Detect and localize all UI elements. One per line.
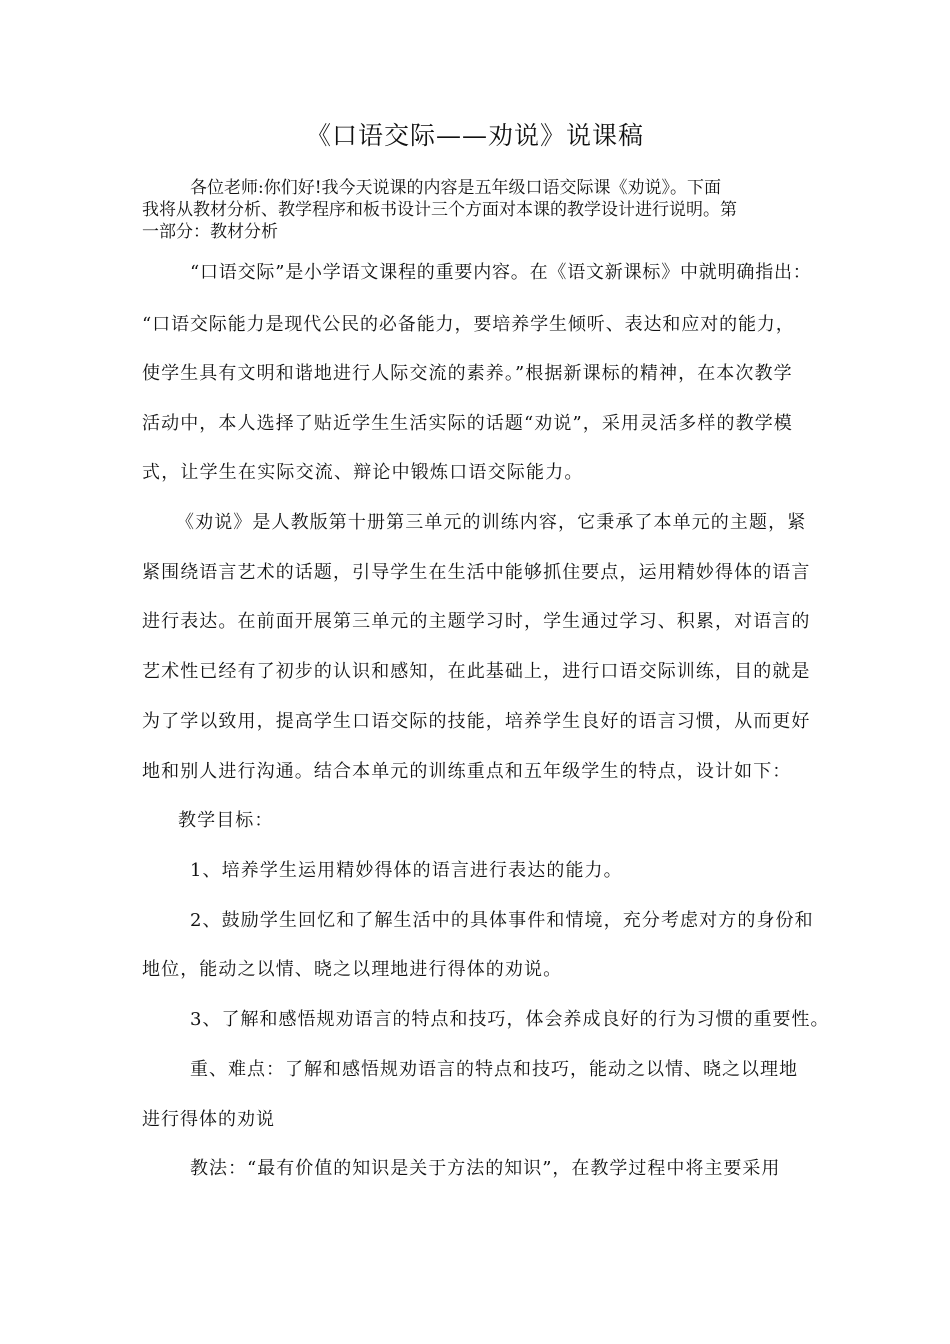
text-line: 3、了解和感悟规劝语言的特点和技巧，体会养成良好的行为习惯的重要性。 <box>190 1009 830 1030</box>
text-line: 活动中，本人选择了贴近学生生活实际的话题“劝说”，采用灵活多样的教学模 <box>142 413 793 434</box>
intro-line: 各位老师:你们好!我今天说课的内容是五年级口语交际课《劝说》。下面 <box>190 178 722 198</box>
text-line: 1、培养学生运用精妙得体的语言进行表达的能力。 <box>190 860 623 881</box>
intro-paragraph <box>142 177 822 243</box>
text-line: 地和别人进行沟通。结合本单元的训练重点和五年级学生的特点，设计如下： <box>142 761 792 782</box>
text-line: 教学目标： <box>178 810 274 831</box>
text-line: 艺术性已经有了初步的认识和感知，在此基础上，进行口语交际训练，目的就是 <box>142 661 811 682</box>
text-line: 式，让学生在实际交流、辩论中锻炼口语交际能力。 <box>142 462 584 483</box>
text-line: 重、难点：了解和感悟规劝语言的特点和技巧，能动之以情、晓之以理地 <box>190 1059 798 1080</box>
text-line: 为了学以致用，提高学生口语交际的技能，培养学生良好的语言习惯，从而更好 <box>142 711 811 732</box>
text-line: “口语交际”是小学语文课程的重要内容。在《语文新课标》中就明确指出： <box>190 262 812 283</box>
text-line: 进行得体的劝说 <box>142 1109 275 1130</box>
intro-line: 我将从教材分析、教学程序和板书设计三个方面对本课的教学设计进行说明。第 <box>142 200 737 220</box>
text-line: 使学生具有文明和谐地进行人际交流的素养。”根据新课标的精神，在本次教学 <box>142 363 793 384</box>
text-line: 2、鼓励学生回忆和了解生活中的具体事件和情境，充分考虑对方的身份和 <box>190 910 814 931</box>
text-line: 教法：“最有价值的知识是关于方法的知识”，在教学过程中将主要采用 <box>190 1158 781 1179</box>
text-line: 《劝说》是人教版第十册第三单元的训练内容，它秉承了本单元的主题，紧 <box>176 512 807 533</box>
text-line: 紧围绕语言艺术的话题，引导学生在生活中能够抓住要点，运用精妙得体的语言 <box>142 562 811 583</box>
text-line: 地位，能动之以情、晓之以理地进行得体的劝说。 <box>142 959 563 980</box>
intro-line: 一部分：教材分析 <box>142 222 278 242</box>
text-line: “口语交际能力是现代公民的必备能力，要培养学生倾听、表达和应对的能力， <box>142 314 795 335</box>
text-line: 进行表达。在前面开展第三单元的主题学习时，学生通过学习、积累，对语言的 <box>142 611 811 632</box>
document-title: 《口语交际——劝说》说课稿 <box>305 121 644 150</box>
